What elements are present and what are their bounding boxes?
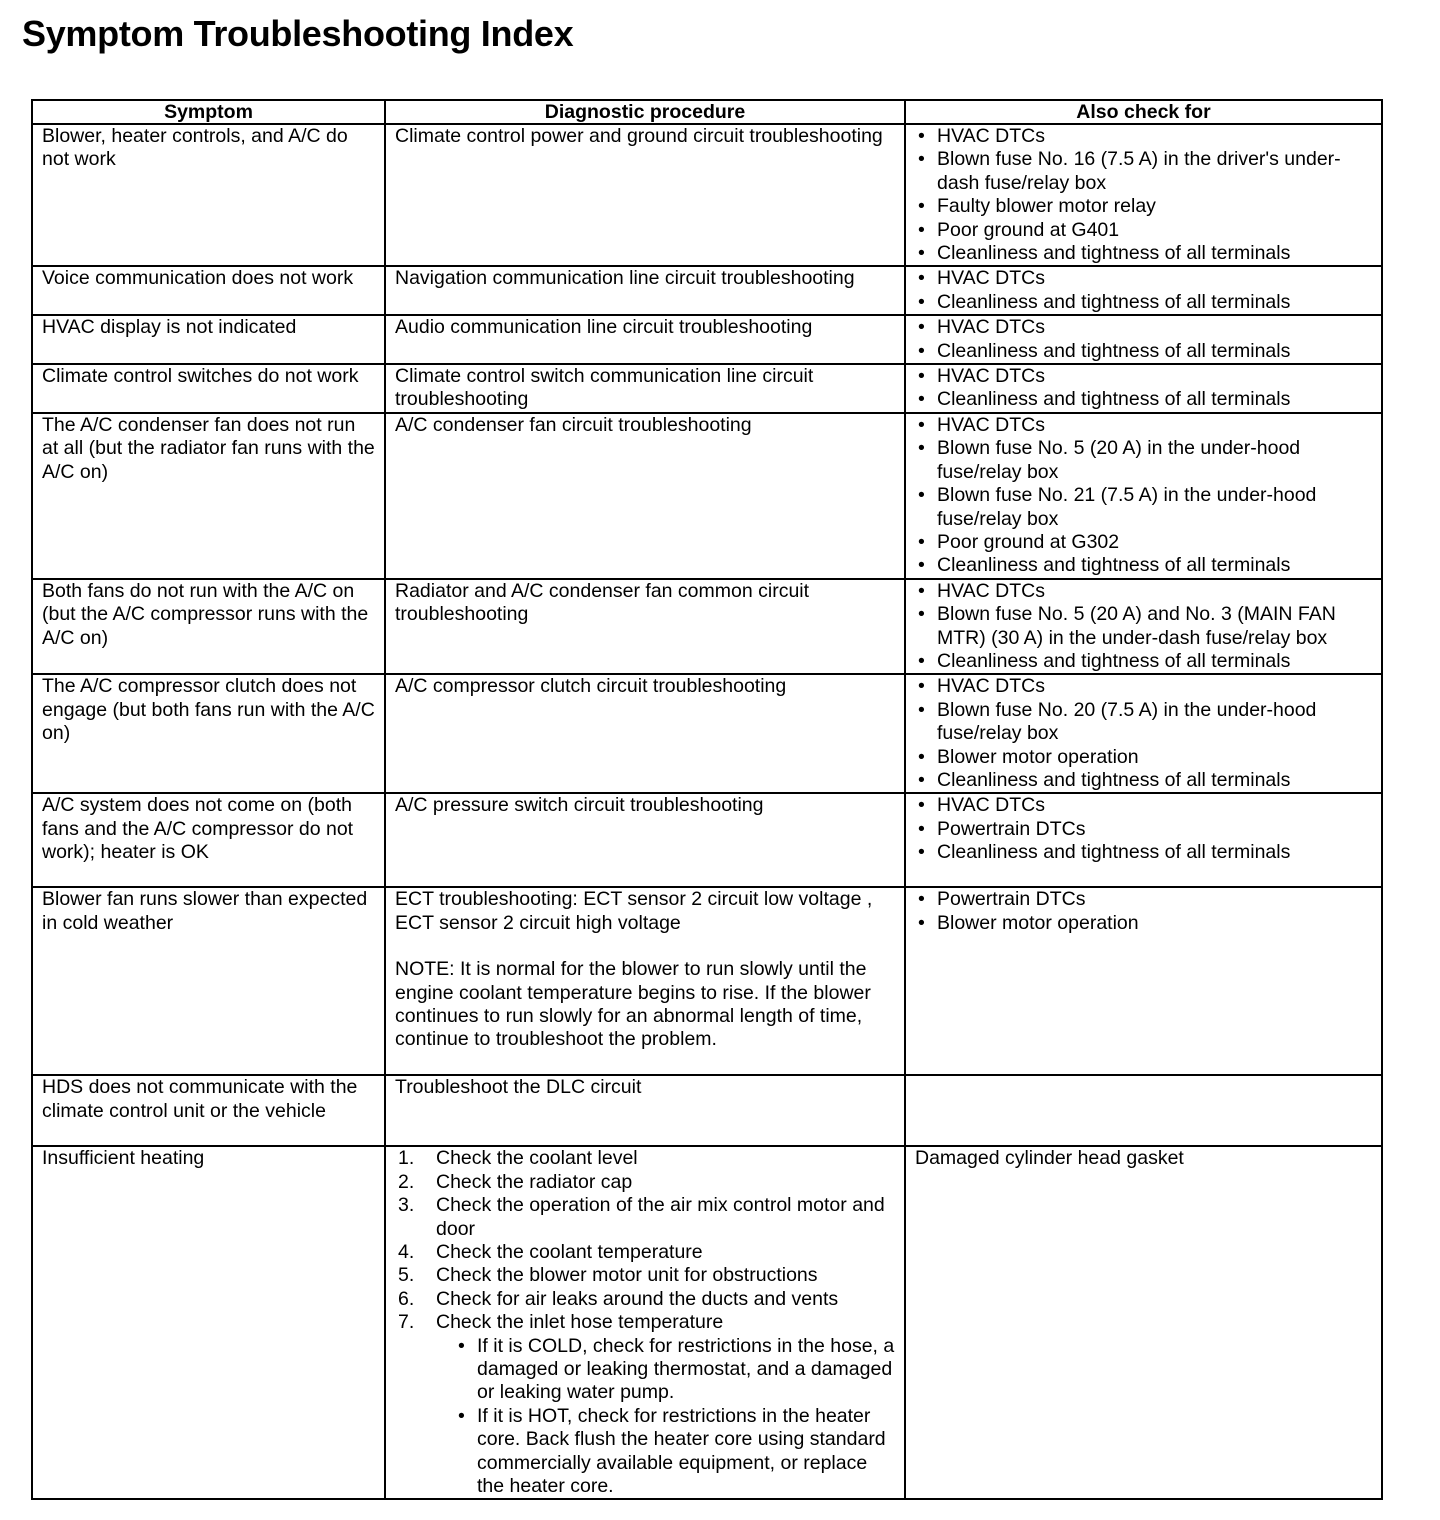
procedure-note: NOTE: It is normal for the blower to run slowly until the engine coolant temperature begins to rise. If the blower continues to run slowly for an abnormal length of time, continue to troubleshoot the problem. xyxy=(395,958,871,1051)
symptom-cell: Both fans do not run with the A/C on (but the A/C compressor runs with the A/C on) xyxy=(32,579,385,675)
list-item: • Blown fuse No. 5 (20 A) and No. 3 (MAIN FAN MTR) (30 A) in the under-dash fuse/relay box xyxy=(915,603,1373,650)
list-item: • HVAC DTCs xyxy=(915,794,1373,817)
symptom-cell: HVAC display is not indicated xyxy=(32,315,385,364)
also-check-cell xyxy=(905,364,1382,413)
list-item: • Blown fuse No. 21 (7.5 A) in the under-hood fuse/relay box xyxy=(915,484,1373,531)
list-item: • Poor ground at G401 xyxy=(915,219,1373,242)
also-check-cell xyxy=(905,579,1382,675)
also-check-cell xyxy=(905,887,1382,1075)
list-item: • Cleanliness and tightness of all terminals xyxy=(915,242,1373,265)
table-row xyxy=(32,887,1382,1075)
list-item: • HVAC DTCs xyxy=(915,580,1373,603)
procedure-cell: Troubleshoot the DLC circuit xyxy=(385,1075,905,1146)
list-item: • HVAC DTCs xyxy=(915,316,1373,339)
table-row xyxy=(32,413,1382,579)
step-number: 6. xyxy=(398,1287,415,1310)
symptom-cell: Insufficient heating xyxy=(32,1146,385,1499)
list-item: • Cleanliness and tightness of all terminals xyxy=(915,291,1373,314)
also-check-list xyxy=(915,365,1373,412)
procedure-cell: Radiator and A/C condenser fan common circuit troubleshooting xyxy=(385,579,905,675)
symptom-cell: A/C system does not come on (both fans and the A/C compressor do not work); heater is OK xyxy=(32,793,385,887)
symptom-cell: Blower, heater controls, and A/C do not work xyxy=(32,124,385,266)
step-text: Check the coolant temperature xyxy=(436,1241,703,1263)
list-item: • Faulty blower motor relay xyxy=(915,195,1373,218)
also-check-list xyxy=(915,794,1373,864)
also-check-cell xyxy=(905,413,1382,579)
also-check-cell: Damaged cylinder head gasket xyxy=(905,1146,1382,1499)
table-row xyxy=(32,266,1382,315)
symptom-cell: The A/C condenser fan does not run at all (but the radiator fan runs with the A/C on) xyxy=(32,413,385,579)
list-item: • HVAC DTCs xyxy=(915,675,1373,698)
list-item: • Cleanliness and tightness of all terminals xyxy=(915,340,1373,363)
list-item: • Cleanliness and tightness of all terminals xyxy=(915,841,1373,864)
also-check-list xyxy=(915,888,1373,935)
header-also-check-for: Also check for xyxy=(905,100,1382,124)
step-text: Check the inlet hose temperature xyxy=(436,1311,724,1334)
also-check-cell xyxy=(905,793,1382,887)
procedure-text: ECT troubleshooting: ECT sensor 2 circuit low voltage , ECT sensor 2 circuit high voltage xyxy=(395,888,873,934)
list-item xyxy=(395,1288,896,1311)
list-item: • Powertrain DTCs xyxy=(915,888,1373,911)
table-row xyxy=(32,1146,1382,1499)
header-diagnostic-procedure: Diagnostic procedure xyxy=(385,100,905,124)
list-item: • Cleanliness and tightness of all terminals xyxy=(915,388,1373,411)
procedure-cell: A/C pressure switch circuit troubleshooting xyxy=(385,793,905,887)
list-item: • If it is HOT, check for restrictions in the heater core. Back flush the heater core using standard commercially available equipment, or replace the heater core. xyxy=(456,1405,896,1499)
table-row xyxy=(32,793,1382,887)
step-text: Check for air leaks around the ducts and vents xyxy=(436,1287,839,1310)
step-number: 4. xyxy=(398,1241,415,1263)
page-title: Symptom Troubleshooting Index xyxy=(22,13,574,54)
list-item: • HVAC DTCs xyxy=(915,365,1373,388)
list-item: • HVAC DTCs xyxy=(915,125,1373,148)
list-item: • Blown fuse No. 16 (7.5 A) in the driver's under-dash fuse/relay box xyxy=(915,148,1373,195)
step-text: Check the operation of the air mix control motor and door xyxy=(436,1194,885,1240)
list-item: • If it is COLD, check for restrictions in the hose, a damaged or leaking thermostat, and a damaged or leaking water pump. xyxy=(456,1335,896,1405)
troubleshooting-table xyxy=(31,99,1383,1500)
also-check-cell xyxy=(905,674,1382,793)
list-item: • Cleanliness and tightness of all terminals xyxy=(915,554,1373,577)
list-item xyxy=(395,1194,896,1241)
table-row xyxy=(32,674,1382,793)
procedure-cell: Audio communication line circuit troubleshooting xyxy=(385,315,905,364)
symptom-cell: The A/C compressor clutch does not engage (but both fans run with the A/C on) xyxy=(32,674,385,793)
also-check-cell xyxy=(905,266,1382,315)
step-number: 5. xyxy=(398,1264,415,1287)
header-symptom: Symptom xyxy=(32,100,385,124)
procedure-cell: Climate control switch communication line circuit troubleshooting xyxy=(385,364,905,413)
also-check-list xyxy=(915,675,1373,792)
list-item xyxy=(395,1171,896,1194)
list-item: • Powertrain DTCs xyxy=(915,818,1373,841)
table-row xyxy=(32,1075,1382,1146)
step-number: 7. xyxy=(398,1311,415,1334)
table-header-row xyxy=(32,100,1382,124)
procedure-steps xyxy=(395,1147,896,1498)
also-check-list xyxy=(915,316,1373,363)
list-item: • Blown fuse No. 5 (20 A) in the under-hood fuse/relay box xyxy=(915,437,1373,484)
table-row xyxy=(32,364,1382,413)
list-item xyxy=(395,1147,896,1170)
list-item: • HVAC DTCs xyxy=(915,414,1373,437)
also-check-list xyxy=(915,267,1373,314)
list-item xyxy=(395,1264,896,1287)
step-text: Check the blower motor unit for obstructions xyxy=(436,1264,818,1287)
step-number: 2. xyxy=(398,1170,415,1193)
step-number: 1. xyxy=(398,1147,415,1170)
procedure-cell: A/C compressor clutch circuit troubleshooting xyxy=(385,674,905,793)
table-row xyxy=(32,124,1382,266)
table-row xyxy=(32,579,1382,675)
also-check-cell xyxy=(905,1075,1382,1146)
list-item: • HVAC DTCs xyxy=(915,267,1373,290)
also-check-list xyxy=(915,580,1373,674)
list-item: • Cleanliness and tightness of all terminals xyxy=(915,769,1373,792)
inlet-hose-sub-list xyxy=(436,1335,896,1499)
procedure-cell xyxy=(385,1146,905,1499)
list-item: • Blower motor operation xyxy=(915,746,1373,769)
procedure-cell: A/C condenser fan circuit troubleshooting xyxy=(385,413,905,579)
procedure-cell xyxy=(385,887,905,1075)
symptom-cell: Blower fan runs slower than expected in cold weather xyxy=(32,887,385,1075)
symptom-cell: Voice communication does not work xyxy=(32,266,385,315)
list-item xyxy=(395,1311,896,1498)
step-number: 3. xyxy=(398,1194,415,1217)
also-check-list xyxy=(915,414,1373,578)
list-item: • Blower motor operation xyxy=(915,912,1373,935)
procedure-cell: Navigation communication line circuit troubleshooting xyxy=(385,266,905,315)
symptom-cell: Climate control switches do not work xyxy=(32,364,385,413)
also-check-list xyxy=(915,125,1373,265)
list-item: • Cleanliness and tightness of all terminals xyxy=(915,650,1373,673)
table-row xyxy=(32,315,1382,364)
step-text: Check the radiator cap xyxy=(436,1170,633,1193)
list-item: • Blown fuse No. 20 (7.5 A) in the under-hood fuse/relay box xyxy=(915,699,1373,746)
list-item xyxy=(395,1241,896,1264)
symptom-cell: HDS does not communicate with the climate control unit or the vehicle xyxy=(32,1075,385,1146)
also-check-cell xyxy=(905,124,1382,266)
procedure-cell: Climate control power and ground circuit troubleshooting xyxy=(385,124,905,266)
also-check-cell xyxy=(905,315,1382,364)
step-text: Check the coolant level xyxy=(436,1147,638,1170)
list-item: • Poor ground at G302 xyxy=(915,531,1373,554)
